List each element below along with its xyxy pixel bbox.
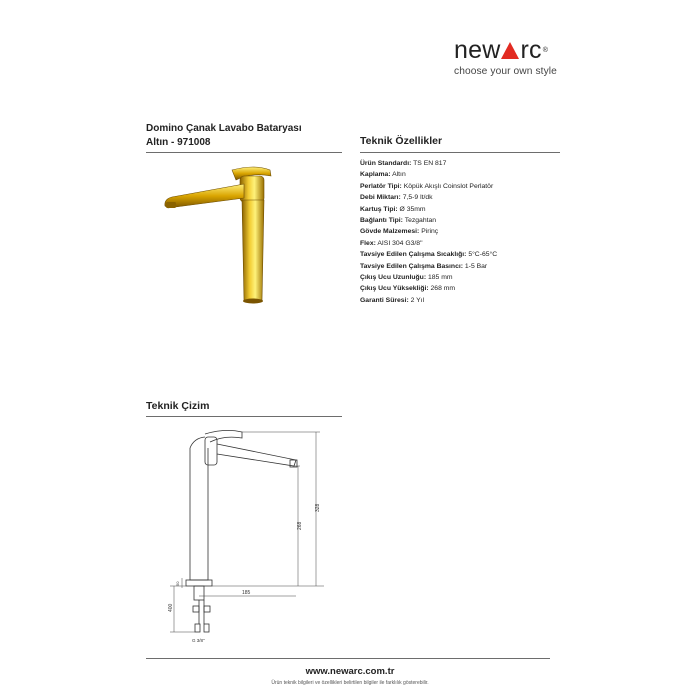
footer-rule — [146, 658, 550, 659]
spec-item: Garanti Süresi: 2 Yıl — [360, 296, 425, 304]
specs-list — [360, 158, 570, 306]
drawing-rule — [146, 416, 342, 417]
specs-rule — [360, 152, 560, 153]
specs-heading: Teknik Özellikler — [360, 135, 443, 147]
product-code: Altın - 971008 — [146, 137, 211, 148]
product-title — [146, 122, 346, 150]
spec-item: Bağlantı Tipi: Tezgahtan — [360, 217, 437, 225]
dim-spout-length: 185 — [242, 590, 251, 596]
spec-item: Gövde Malzemesi: Pirinç — [360, 228, 439, 236]
drawing-heading: Teknik Çizim — [146, 400, 210, 412]
spec-item: Flex: AISI 304 G3/8" — [360, 239, 423, 247]
dim-flex: 400 — [168, 603, 174, 612]
spec-item: Çıkış Ucu Yüksekliği: 268 mm — [360, 285, 456, 293]
footer-note: Ürün teknik bilgileri ve özellikleri belirtilen bilgiler ile farklılık gösterebilir. — [271, 680, 429, 686]
brand-tagline: choose your own style — [454, 66, 557, 77]
spec-item: Debi Miktarı: 7,5-9 lt/dk — [360, 194, 433, 202]
dim-base: 50 — [175, 581, 180, 586]
brand-logo — [454, 36, 557, 77]
product-name: Domino Çanak Lavabo Bataryası — [146, 123, 302, 134]
spec-item: Ürün Standardı: TS EN 817 — [360, 160, 447, 167]
logo-triangle-icon — [501, 42, 519, 59]
footer-url[interactable]: www.newarc.com.tr — [305, 666, 395, 677]
spec-item: Tavsiye Edilen Çalışma Sıcaklığı: 5°C-65°C — [360, 251, 498, 259]
brand-wordmark: new rc® — [454, 36, 549, 64]
dim-thread: G 3/8" — [192, 638, 205, 643]
technical-drawing — [160, 420, 340, 650]
spec-item: Kartuş Tipi: Ø 35mm — [360, 205, 426, 213]
title-rule — [146, 152, 342, 153]
product-photo — [160, 160, 280, 310]
dim-spout-height: 268 — [297, 521, 303, 530]
spec-item: Tavsiye Edilen Çalışma Basıncı: 1-5 Bar — [360, 262, 488, 270]
spec-item: Çıkış Ucu Uzunluğu: 185 mm — [360, 274, 453, 282]
spec-item: Perlatör Tipi: Köpük Akışlı Coinslot Perlatör — [360, 182, 494, 190]
dim-total-height: 328 — [315, 503, 321, 512]
spec-item: Kaplama: Altın — [360, 171, 406, 179]
